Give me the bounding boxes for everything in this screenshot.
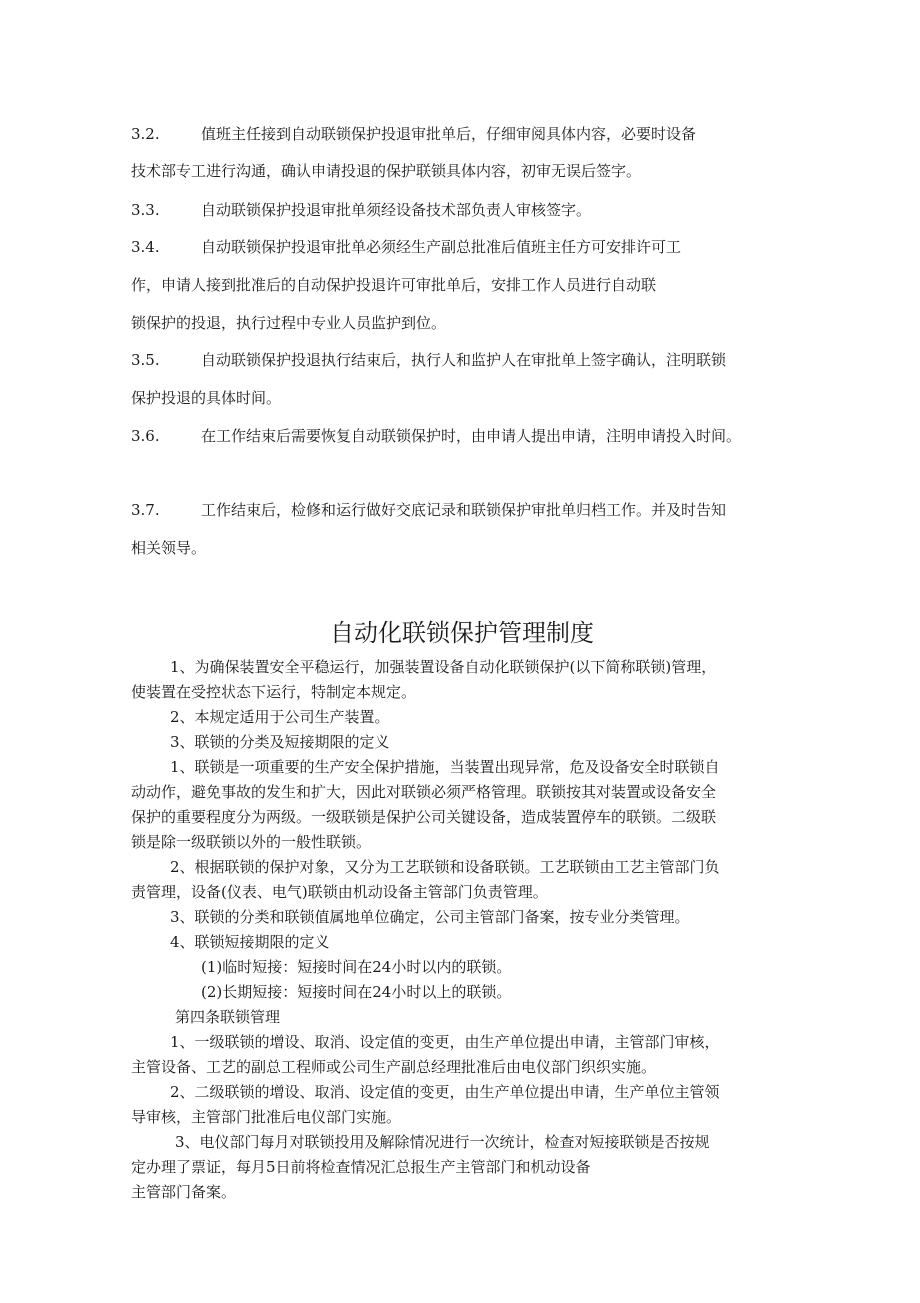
document-title: 自动化联锁保护管理制度 <box>330 619 594 647</box>
item-number: 3.5. <box>131 351 160 369</box>
item-number: 3.6. <box>131 427 160 445</box>
body-line: 1、联锁是一项重要的生产安全保护措施，当装置出现异常，危及设备安全时联锁自 <box>170 758 720 776</box>
body-line: (1)临时短接：短接时间在24小时以内的联锁。 <box>201 958 512 976</box>
item-text: 自动联锁保护投退审批单必须经生产副总批准后值班主任方可安排许可工 <box>201 238 682 256</box>
item-number: 3.3. <box>131 201 160 219</box>
item-number: 3.7. <box>131 501 160 519</box>
body-line: (2)长期短接：短接时间在24小时以上的联锁。 <box>201 983 512 1001</box>
item-text: 值班主任接到自动联锁保护投退审批单后，仔细审阅具体内容，必要时设备 <box>201 125 697 143</box>
body-line: 3、联锁的分类和联锁值属地单位确定，公司主管部门备案，按专业分类管理。 <box>170 908 690 926</box>
item-number: 3.2. <box>131 125 160 143</box>
body-line: 动动作，避免事故的发生和扩大，因此对联锁必须严格管理。联锁按其对装置或设备安全 <box>131 783 717 801</box>
body-line: 定办理了票证，每月5日前将检查情况汇总报生产主管部门和机动设备 <box>131 1158 591 1176</box>
body-line: 保护的重要程度分为两级。一级联锁是保护公司关键设备，造成装置停车的联锁。二级联 <box>131 808 717 826</box>
item-text: 相关领导。 <box>131 539 207 557</box>
body-line: 4、联锁短接期限的定义 <box>170 933 330 951</box>
item-text: 自动联锁保护投退执行结束后，执行人和监护人在审批单上签字确认，注明联锁 <box>201 351 727 369</box>
body-line: 锁是除一级联锁以外的一般性联锁。 <box>131 833 372 851</box>
body-line: 主管设备、工艺的副总工程师或公司生产副总经理批准后由电仪部门织织实施。 <box>131 1058 657 1076</box>
item-text: 作，申请人接到批准后的自动保护投退许可审批单后，安排工作人员进行自动联 <box>131 276 657 294</box>
body-line: 使装置在受控状态下运行，特制定本规定。 <box>131 683 417 701</box>
body-line: 3、电仪部门每月对联锁投用及解除情况进行一次统计，检查对短接联锁是否按规 <box>175 1133 710 1151</box>
item-number: 3.4. <box>131 238 160 256</box>
item-text: 在工作结束后需要恢复自动联锁保护时，由申请人提出申请，注明申请投入时间。 <box>201 427 742 445</box>
body-line: 2、二级联锁的增设、取消、设定值的变更，由生产单位提出申请，生产单位主管领 <box>170 1083 720 1101</box>
body-line: 3、联锁的分类及短接期限的定义 <box>170 733 390 751</box>
body-line: 2、本规定适用于公司生产装置。 <box>170 708 390 726</box>
item-text: 技术部专工进行沟通，确认申请投退的保护联锁具体内容，初审无误后签字。 <box>131 162 642 180</box>
item-text: 保护投退的具体时间。 <box>131 389 282 407</box>
body-line: 主管部门备案。 <box>131 1183 237 1201</box>
body-line: 1、为确保装置安全平稳运行，加强装置设备自动化联锁保护(以下简称联锁)管理， <box>170 658 717 676</box>
item-text: 工作结束后，检修和运行做好交底记录和联锁保护审批单归档工作。并及时告知 <box>201 501 727 519</box>
body-line: 第四条联锁管理 <box>175 1008 281 1026</box>
item-text: 自动联锁保护投退审批单须经设备技术部负责人审核签字。 <box>201 201 592 219</box>
body-line: 2、根据联锁的保护对象，又分为工艺联锁和设备联锁。工艺联锁由工艺主管部门负 <box>170 858 720 876</box>
item-text: 锁保护的投退，执行过程中专业人员监护到位。 <box>131 314 447 332</box>
body-line: 导审核，主管部门批准后电仪部门实施。 <box>131 1108 402 1126</box>
body-line: 责管理，设备(仪表、电气)联锁由机动设备主管部门负责管理。 <box>131 883 548 901</box>
body-line: 1、一级联锁的增设、取消、设定值的变更，由生产单位提出申请，主管部门审核， <box>170 1033 720 1051</box>
